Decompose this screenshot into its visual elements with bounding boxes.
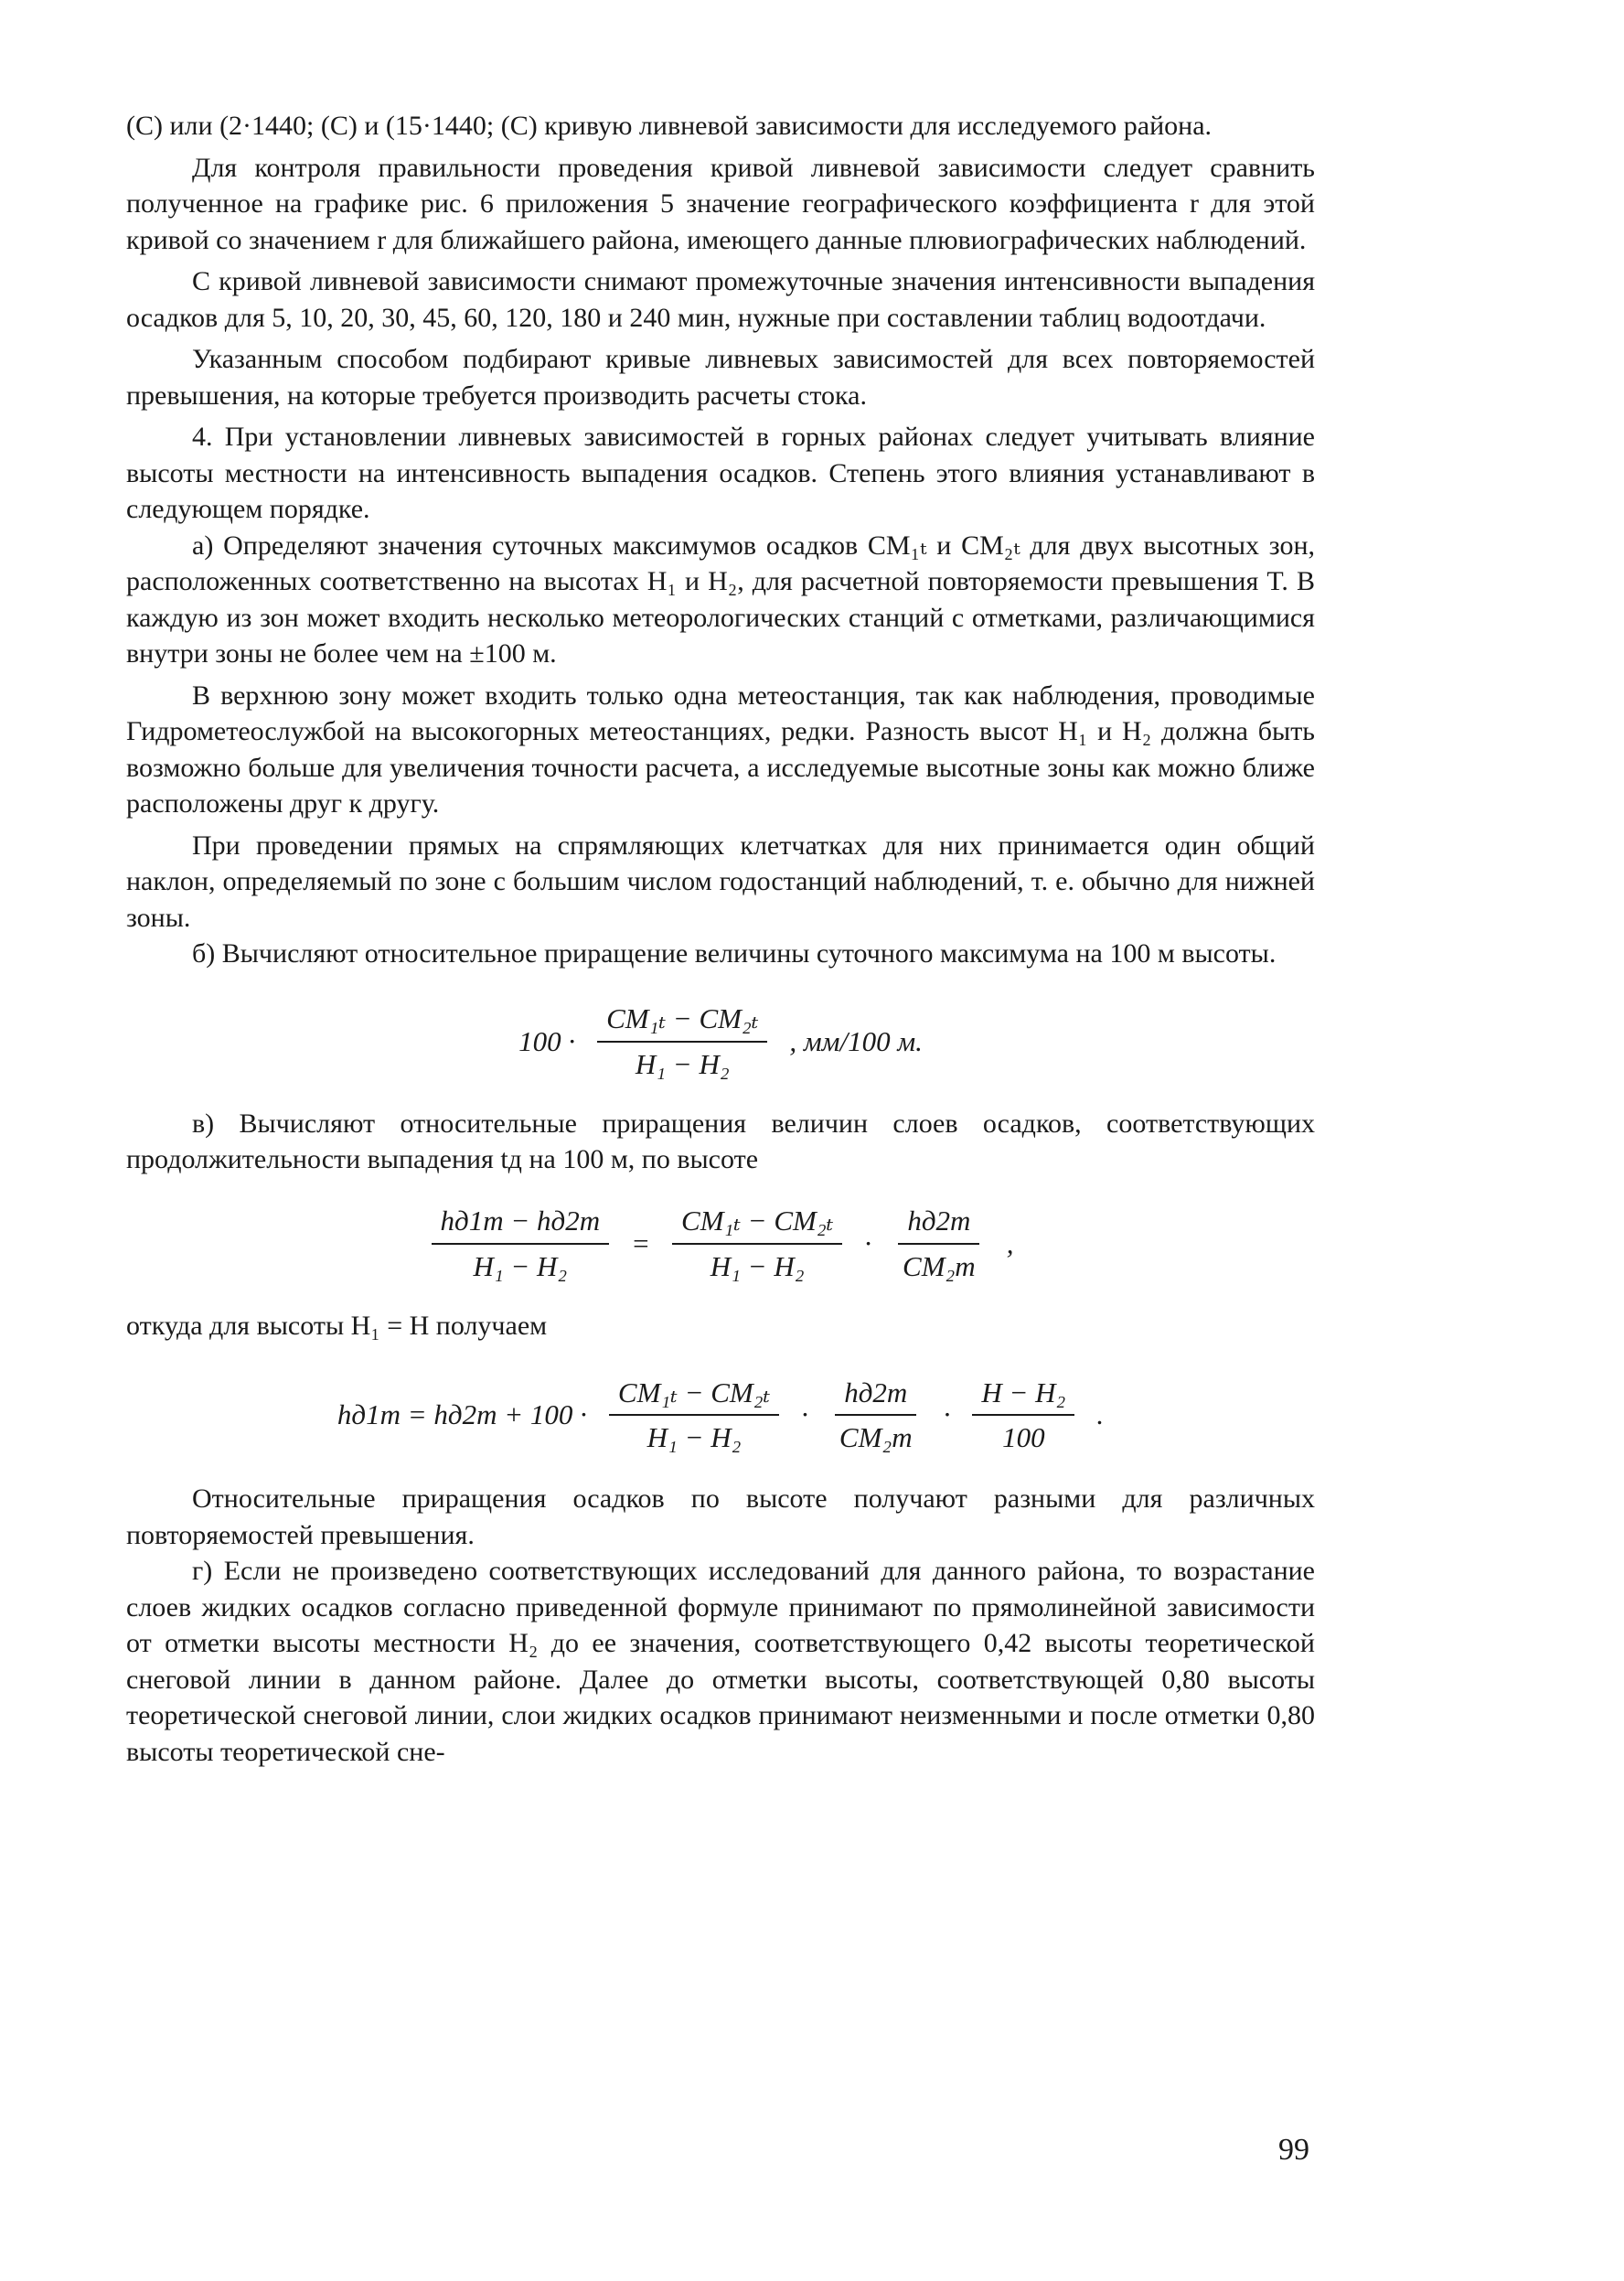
formula2-mid-denominator: H₁ − H₂ — [710, 1249, 805, 1282]
formula1-suffix: , мм/100 м. — [789, 1024, 923, 1057]
formula3-fraction-c — [972, 1375, 1074, 1456]
paragraph-item-b: б) Вычисляют относительное приращение величины суточного максимума на 100 м высоты. — [192, 938, 1277, 969]
formula3-fraction-b — [830, 1375, 922, 1456]
formula3-c-numerator: H − H₂ — [972, 1375, 1074, 1417]
formula2-right-numerator: hд2т — [898, 1203, 979, 1245]
formula1-denominator: H₁ − H₂ — [635, 1047, 730, 1080]
paragraph-item-a: а) Определяют значения суточных максимумов осадков СМ₁ₜ и СМ₂ₜ для двух высотных зон, расположенных соответственно на высотах H₁ и H₂, для расчетной повторяемости превышения T. В каждую из зон может входить несколько метеорологических станций с отметками, различающимися внутри зоны не более чем на ±100 м. — [126, 530, 1315, 669]
page-number: 99 — [1278, 2133, 1309, 2167]
formula1-fraction — [597, 1001, 767, 1082]
formula2-dot: · — [864, 1226, 872, 1259]
paragraph-otkuda: откуда для высоты H₁ = H получаем — [126, 1310, 548, 1341]
text-column — [126, 108, 1315, 1770]
formula2-left-denominator: H₁ − H₂ — [473, 1249, 568, 1282]
paragraph-item-4: 4. При установлении ливневых зависимостей в горных районах следует учитывать влияние высоты местности на интенсивность выпадения осадков. Степень этого влияния устанавливают в следующем порядке. — [126, 422, 1315, 524]
paragraph-selection: Указанным способом подбирают кривые ливневых зависимостей для всех повторяемостей превышения, на которые требуется производить расчеты стока. — [126, 344, 1315, 411]
formula2-left-fraction — [432, 1203, 610, 1284]
formula3-b-denominator: СМ₂т — [839, 1421, 913, 1453]
formula3-dot-1: · — [801, 1398, 808, 1431]
formula1-numerator: СМ₁ₜ − СМ₂ₜ — [597, 1001, 767, 1043]
formula2-equals: = — [631, 1226, 651, 1259]
paragraph-intermediate-values: С кривой ливневой зависимости снимают промежуточные значения интенсивности выпадения осадков для 5, 10, 20, 30, 45, 60, 120, 180 и 240 мин, нужные при составлении таблиц водоотдачи. — [126, 266, 1315, 333]
formula-layer-increment — [126, 1194, 1315, 1293]
paragraph-continuation: (С) или (2·1440; (С) и (15·1440; (С) кривую ливневой зависимости для исследуемого района. — [126, 111, 1213, 141]
paragraph-item-g: г) Если не произведено соответствующих исследований для данного района, то возрастание слоев жидких осадков согласно приведенной формуле принимают по прямолинейной зависимости от отметки высоты местности H₂ до ее значения, соответствующего 0,42 высоты теоретической снеговой линии в данном районе. Далее до отметки высоты, соответствующей 0,80 высоты теоретической снеговой линии, слои жидких осадков принимают неизменными и после отметки 0,80 высоты теоретической сне- — [126, 1556, 1315, 1767]
formula-layer-at-height — [126, 1364, 1315, 1466]
formula2-mid-numerator: СМ₁ₜ − СМ₂ₜ — [672, 1203, 842, 1245]
formula3-period: . — [1096, 1398, 1105, 1431]
formula2-right-denominator: СМ₂т — [903, 1249, 976, 1282]
formula3-fraction-a — [609, 1375, 779, 1456]
paragraph-control: Для контроля правильности проведения кривой ливневой зависимости следует сравнить полученное на графике рис. 6 приложения 5 значение географического коэффициента r для этой кривой со значением r для ближайшего района, имеющего данные плювиографических наблюдений. — [126, 152, 1315, 255]
formula3-b-numerator: hд2т — [835, 1375, 916, 1417]
formula2-mid-fraction — [672, 1203, 842, 1284]
formula2-left-numerator: hд1т − hд2т — [432, 1203, 610, 1245]
formula3-lhs: hд1т = hд2т + 100 · — [337, 1398, 587, 1431]
formula2-comma: , — [1006, 1226, 1014, 1259]
paragraph-lines: При проведении прямых на спрямляющих клетчатках для них принимается один общий наклон, определяемый по зоне с большим числом годостанций наблюдений, т. е. обычно для нижней зоны. — [126, 830, 1315, 933]
formula3-c-denominator: 100 — [1002, 1421, 1045, 1453]
formula3-dot-2: · — [943, 1398, 951, 1431]
formula1-prefix: 100 · — [518, 1024, 576, 1057]
formula2-right-fraction — [893, 1203, 985, 1284]
formula3-a-numerator: СМ₁ₜ − СМ₂ₜ — [609, 1375, 779, 1417]
paragraph-relative-increments: Относительные приращения осадков по высоте получают разными для различных повторяемостей превышения. — [126, 1483, 1315, 1550]
paragraph-upper-zone: В верхнюю зону может входить только одна метеостанция, так как наблюдения, проводимые Гидрометеослужбой на высокогорных метеостанциях, редки. Разность высот H₁ и H₂ должна быть возможно больше для увеличения точности расчета, а исследуемые высотные зоны как можно ближе расположены друг к другу. — [126, 680, 1315, 819]
formula-relative-increment — [126, 992, 1315, 1091]
formula3-a-denominator: H₁ − H₂ — [646, 1421, 742, 1453]
paragraph-item-v: в) Вычисляют относительные приращения величин слоев осадков, соответствующих продолжительности выпадения tд на 100 м, по высоте — [126, 1108, 1315, 1174]
